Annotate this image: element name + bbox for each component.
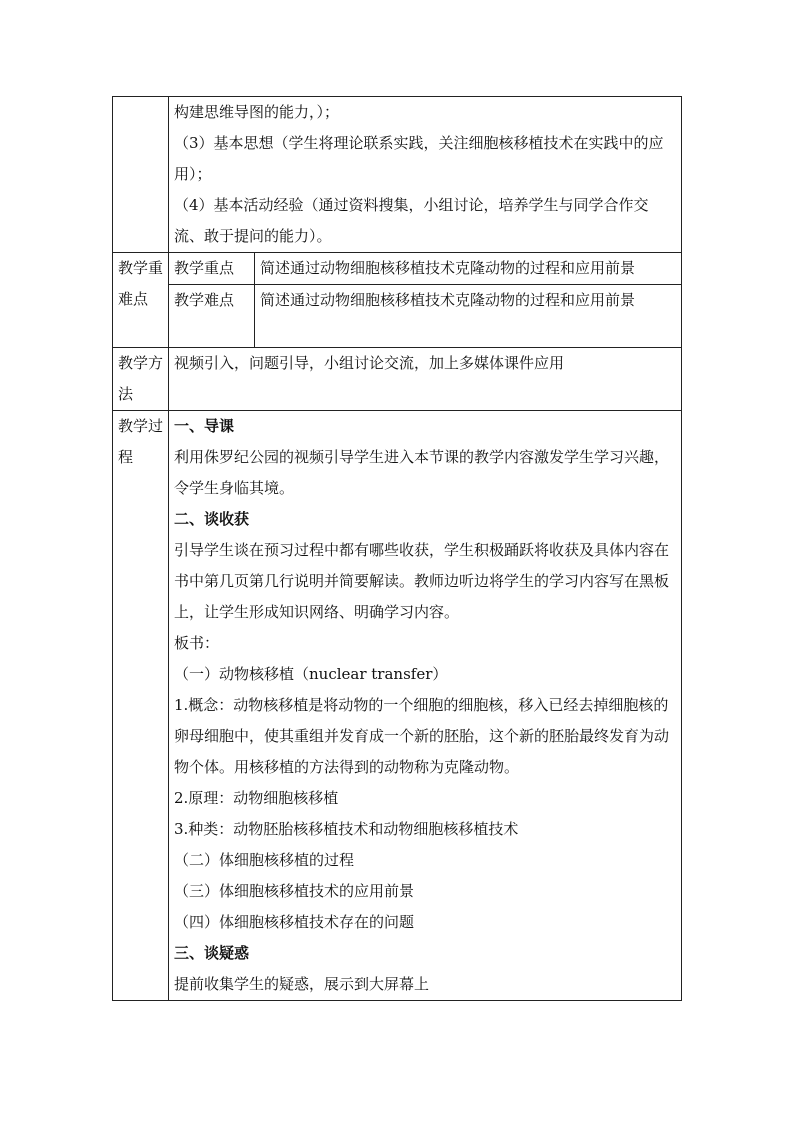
difficulty-sublabel: 教学难点 bbox=[169, 285, 255, 348]
key-point-row bbox=[113, 253, 682, 285]
objective-line: 构建思维导图的能力，）； bbox=[174, 103, 340, 121]
process-heading: 三、谈疑惑 bbox=[174, 944, 250, 962]
process-paragraph: 利用侏罗纪公园的视频引导学生进入本节课的教学内容激发学生学习兴趣，令学生身临其境。 bbox=[174, 448, 670, 497]
process-label: 教学过程 bbox=[113, 411, 169, 1001]
objective-line: （3）基本思想（学生将理论联系实践，关注细胞核移植技术在实践中的应用）； bbox=[174, 134, 664, 183]
objective-line: （4）基本活动经验（通过资料搜集，小组讨论，培养学生与同学合作交流、敢于提问的能力）。 bbox=[174, 196, 649, 245]
difficulty-text: 简述通过动物细胞核移植技术克隆动物的过程和应用前景 bbox=[255, 285, 682, 348]
process-heading: 一、导课 bbox=[174, 417, 235, 435]
process-heading: 二、谈收获 bbox=[174, 510, 250, 528]
key-point-text: 简述通过动物细胞核移植技术克隆动物的过程和应用前景 bbox=[255, 253, 682, 285]
process-paragraph: 提前收集学生的疑惑，展示到大屏幕上 bbox=[174, 975, 430, 993]
process-paragraph: 2.原理：动物细胞核移植 bbox=[174, 789, 339, 807]
process-paragraph: 板书： bbox=[174, 634, 220, 652]
process-cell bbox=[169, 411, 682, 1001]
process-paragraph: （四）体细胞核移植技术存在的问题 bbox=[174, 913, 415, 931]
objectives-label-cell bbox=[113, 97, 169, 253]
process-paragraph: （一）动物核移植（nuclear transfer） bbox=[174, 665, 448, 683]
process-row bbox=[113, 411, 682, 1001]
method-row bbox=[113, 348, 682, 411]
process-paragraph: （二）体细胞核移植的过程 bbox=[174, 851, 355, 869]
process-paragraph: 引导学生谈在预习过程中都有哪些收获，学生积极踊跃将收获及具体内容在书中第几页第几行说明并简要解读。教师边听边将学生的学习内容写在黑板上，让学生形成知识网络、明确学习内容。 bbox=[174, 541, 670, 621]
process-paragraph: （三）体细胞核移植技术的应用前景 bbox=[174, 882, 415, 900]
key-point-sublabel: 教学重点 bbox=[169, 253, 255, 285]
process-paragraph: 1.概念：动物核移植是将动物的一个细胞的细胞核，移入已经去掉细胞核的卵母细胞中，使其重组并发育成一个新的胚胎，这个新的胚胎最终发育为动物个体。用核移植的方法得到的动物称为克隆动物。 bbox=[174, 696, 670, 776]
lesson-plan-table bbox=[112, 96, 682, 1001]
key-points-label: 教学重难点 bbox=[113, 253, 169, 348]
difficulty-row bbox=[113, 285, 682, 348]
process-paragraph: 3.种类：动物胚胎核移植技术和动物细胞核移植技术 bbox=[174, 820, 519, 838]
method-text: 视频引入，问题引导，小组讨论交流，加上多媒体课件应用 bbox=[169, 348, 682, 411]
objectives-cell bbox=[169, 97, 682, 253]
method-label: 教学方法 bbox=[113, 348, 169, 411]
objectives-row bbox=[113, 97, 682, 253]
